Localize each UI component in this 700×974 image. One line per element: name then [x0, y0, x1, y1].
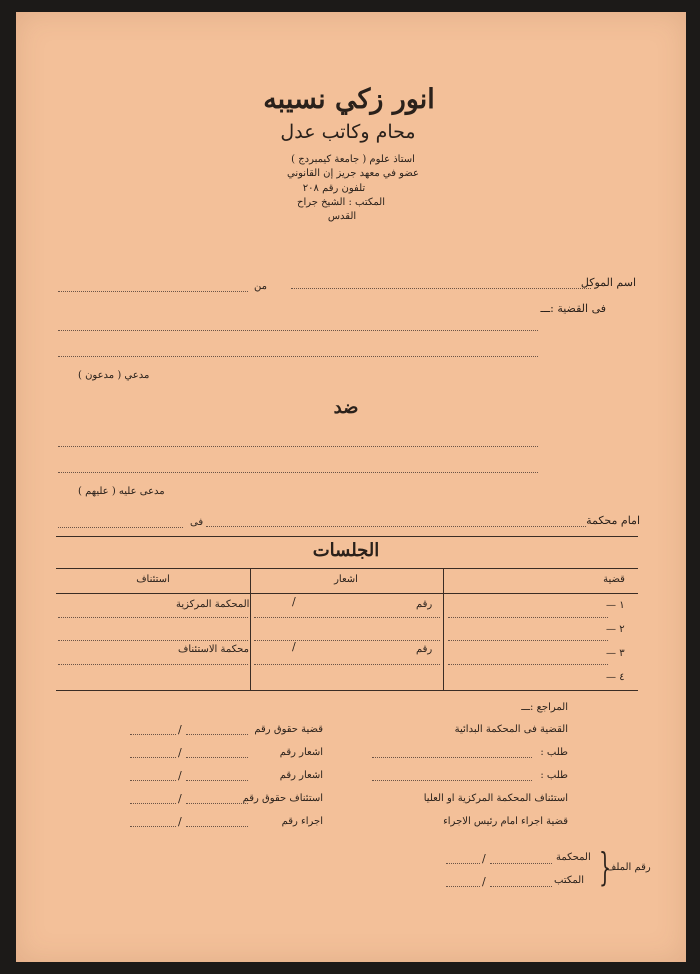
- lawyer-title: محام وكاتب عدل: [280, 121, 416, 143]
- defendant-label: مدعى عليه ( عليهم ): [78, 486, 165, 497]
- ref-left-1-slash: /: [178, 723, 182, 736]
- session-row-4: ٤ —: [606, 672, 625, 683]
- ref-left-5-field-a[interactable]: [130, 826, 176, 827]
- lawyer-name: انور زكي نسيبه: [263, 84, 435, 115]
- ref-right-5: قضية اجراء امام رئيس الاجراء: [443, 816, 568, 827]
- row-sep: [58, 640, 248, 641]
- document-page: [16, 12, 686, 962]
- header-line-3: تلفون رقم ٢٠٨: [302, 183, 366, 194]
- plaintiff-label: مدعي ( مدعون ): [78, 370, 150, 381]
- notice-slash-1: /: [292, 595, 296, 608]
- appeal-court-label: محكمة الاستئناف: [178, 644, 249, 655]
- sessions-heading: الجلسات: [312, 540, 380, 561]
- header-line-5: القدس: [327, 211, 357, 222]
- file-court-field-b[interactable]: [490, 863, 552, 864]
- table-header-rule-top: [56, 568, 638, 569]
- ref-left-5-slash: /: [178, 815, 182, 828]
- table-col-divider-1: [250, 568, 251, 690]
- table-col-divider-2: [443, 568, 444, 690]
- ref-left-4-field-a[interactable]: [130, 803, 176, 804]
- ref-right-3-field[interactable]: [372, 780, 532, 781]
- case-label: فى القضية :ـــ: [540, 302, 606, 315]
- col-header-case: قضية: [603, 574, 625, 585]
- file-court-slash: /: [482, 852, 486, 865]
- ref-right-3: طلب :: [540, 770, 568, 781]
- ref-left-4: استئناف حقوق رقم: [242, 793, 323, 804]
- file-office-field-b[interactable]: [490, 886, 552, 887]
- file-court-field-a[interactable]: [446, 863, 480, 864]
- notice-number-label-1: رقم: [416, 599, 433, 610]
- table-header-rule-bottom: [56, 593, 638, 594]
- table-bottom-rule: [56, 690, 638, 691]
- ref-left-3-slash: /: [178, 769, 182, 782]
- ref-right-1: القضية فى المحكمة البدائية: [454, 724, 568, 735]
- ref-left-2-slash: /: [178, 746, 182, 759]
- ref-left-3: اشعار رقم: [279, 770, 323, 781]
- row-sep: [254, 664, 440, 665]
- session-row-1: ١ —: [606, 600, 625, 611]
- header-line-2: عضو في معهد جريز إن القانوني: [287, 168, 419, 179]
- ref-left-4-slash: /: [178, 792, 182, 805]
- ref-left-2-field-a[interactable]: [130, 757, 176, 758]
- table-top-rule: [56, 536, 638, 537]
- court-date-field[interactable]: [58, 527, 183, 528]
- ref-right-4: استئناف المحكمة المركزية او العليا: [423, 793, 568, 804]
- session-row-2: ٢ —: [606, 624, 625, 635]
- row-sep: [448, 664, 608, 665]
- ref-right-2: طلب :: [540, 747, 568, 758]
- file-office-slash: /: [482, 875, 486, 888]
- ref-left-3-field-b[interactable]: [186, 780, 248, 781]
- header-line-4: المكتب : الشيخ جراح: [296, 197, 386, 208]
- file-court-label: المحكمة: [556, 852, 591, 863]
- ref-left-5-field-b[interactable]: [186, 826, 248, 827]
- ref-left-1: قضية حقوق رقم: [254, 724, 323, 735]
- col-header-appeal: استئناف: [136, 574, 170, 585]
- court-field[interactable]: [206, 526, 586, 527]
- defendant-line-2[interactable]: [58, 472, 538, 473]
- versus-label: ضد: [333, 397, 359, 418]
- case-line-1[interactable]: [58, 330, 538, 331]
- ref-left-5: اجراء رقم: [281, 816, 323, 827]
- ref-left-1-field-a[interactable]: [130, 734, 176, 735]
- notice-slash-2: /: [292, 640, 296, 653]
- file-office-label: المكتب: [554, 875, 584, 886]
- row-sep: [254, 640, 440, 641]
- file-brace: }: [599, 845, 612, 889]
- session-row-3: ٣ —: [606, 648, 625, 659]
- row-sep: [254, 617, 440, 618]
- ref-right-2-field[interactable]: [372, 757, 532, 758]
- from-label: من: [254, 281, 267, 292]
- ref-left-2-field-b[interactable]: [186, 757, 248, 758]
- case-line-2[interactable]: [58, 356, 538, 357]
- file-office-field-a[interactable]: [446, 886, 480, 887]
- row-sep: [448, 617, 608, 618]
- row-sep: [58, 617, 248, 618]
- col-header-notice: اشعار: [334, 574, 358, 585]
- row-sep: [58, 664, 248, 665]
- row-sep: [448, 640, 608, 641]
- client-name-field[interactable]: [291, 288, 591, 289]
- ref-left-3-field-a[interactable]: [130, 780, 176, 781]
- in-label: فى: [190, 517, 204, 528]
- from-field[interactable]: [58, 291, 248, 292]
- ref-left-4-field-b[interactable]: [186, 803, 248, 804]
- references-heading: المراجع :ـــ: [521, 702, 568, 713]
- client-label: اسم الموكل: [580, 276, 636, 289]
- defendant-line-1[interactable]: [58, 446, 538, 447]
- notice-number-label-2: رقم: [416, 644, 433, 655]
- file-number-label: رقم الملف: [606, 862, 651, 873]
- header-line-1: استاذ علوم ( جامعة كيمبردج ): [291, 154, 415, 165]
- ref-left-1-field-b[interactable]: [186, 734, 248, 735]
- ref-left-2: اشعار رقم: [279, 747, 323, 758]
- central-court-label: المحكمة المركزية: [176, 599, 250, 610]
- court-label: امام محكمة: [586, 514, 640, 527]
